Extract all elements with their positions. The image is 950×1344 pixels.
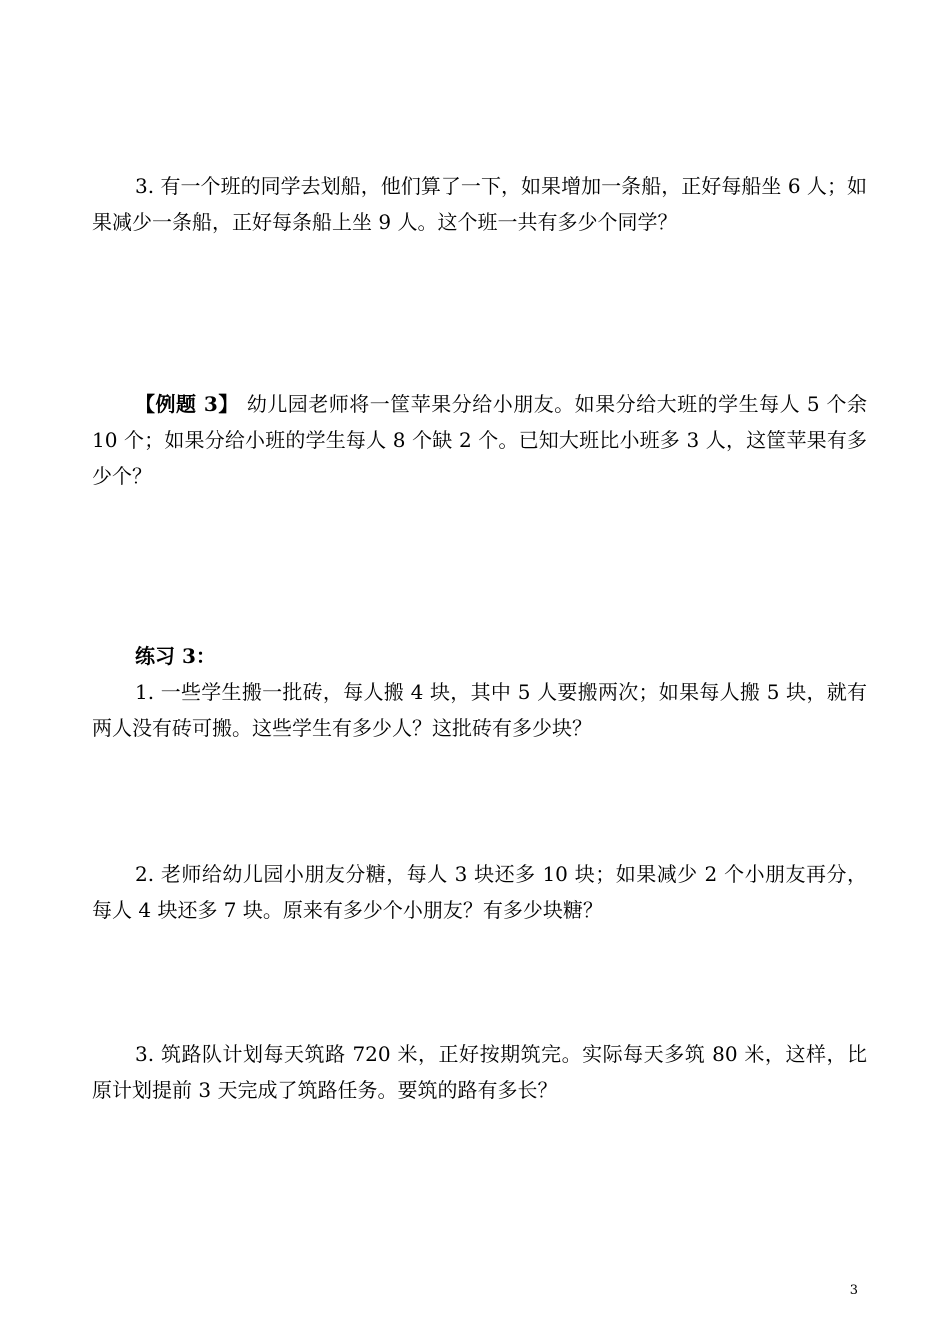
practice-3-item-2: 2. 老师给幼儿园小朋友分糖，每人 3 块还多 10 块；如果减少 2 个小朋友再分，每人 4 块还多 7 块。原来有多少个小朋友？有多少块糖？ bbox=[92, 862, 867, 922]
practice-3-item-1: 1. 一些学生搬一批砖，每人搬 4 块，其中 5 人要搬两次；如果每人搬 5 块，就有两人没有砖可搬。这些学生有多少人？这批砖有多少块？ bbox=[92, 680, 867, 740]
practice-3-item-3: 3. 筑路队计划每天筑路 720 米，正好按期筑完。实际每天多筑 80 米，这样，比原计划提前 3 天完成了筑路任务。要筑的路有多长？ bbox=[92, 1042, 867, 1102]
example-3-text: 幼儿园老师将一筐苹果分给小朋友。如果分给大班的学生每人 5 个余 10 个；如果分给小班的学生每人 8 个缺 2 个。已知大班比小班多 3 人，这筐苹果有多少个？ bbox=[92, 392, 867, 488]
problem-3-text: 3. 有一个班的同学去划船，他们算了一下，如果增加一条船，正好每船坐 6 人；如果减少一条船，正好每条船上坐 9 人。这个班一共有多少个同学？ bbox=[92, 174, 867, 234]
practice-3-heading: 练习 3： bbox=[135, 644, 216, 668]
page-number: 3 bbox=[849, 1283, 858, 1298]
example-3-label: 【例题 3】 bbox=[135, 392, 239, 416]
example-3 bbox=[92, 386, 867, 494]
